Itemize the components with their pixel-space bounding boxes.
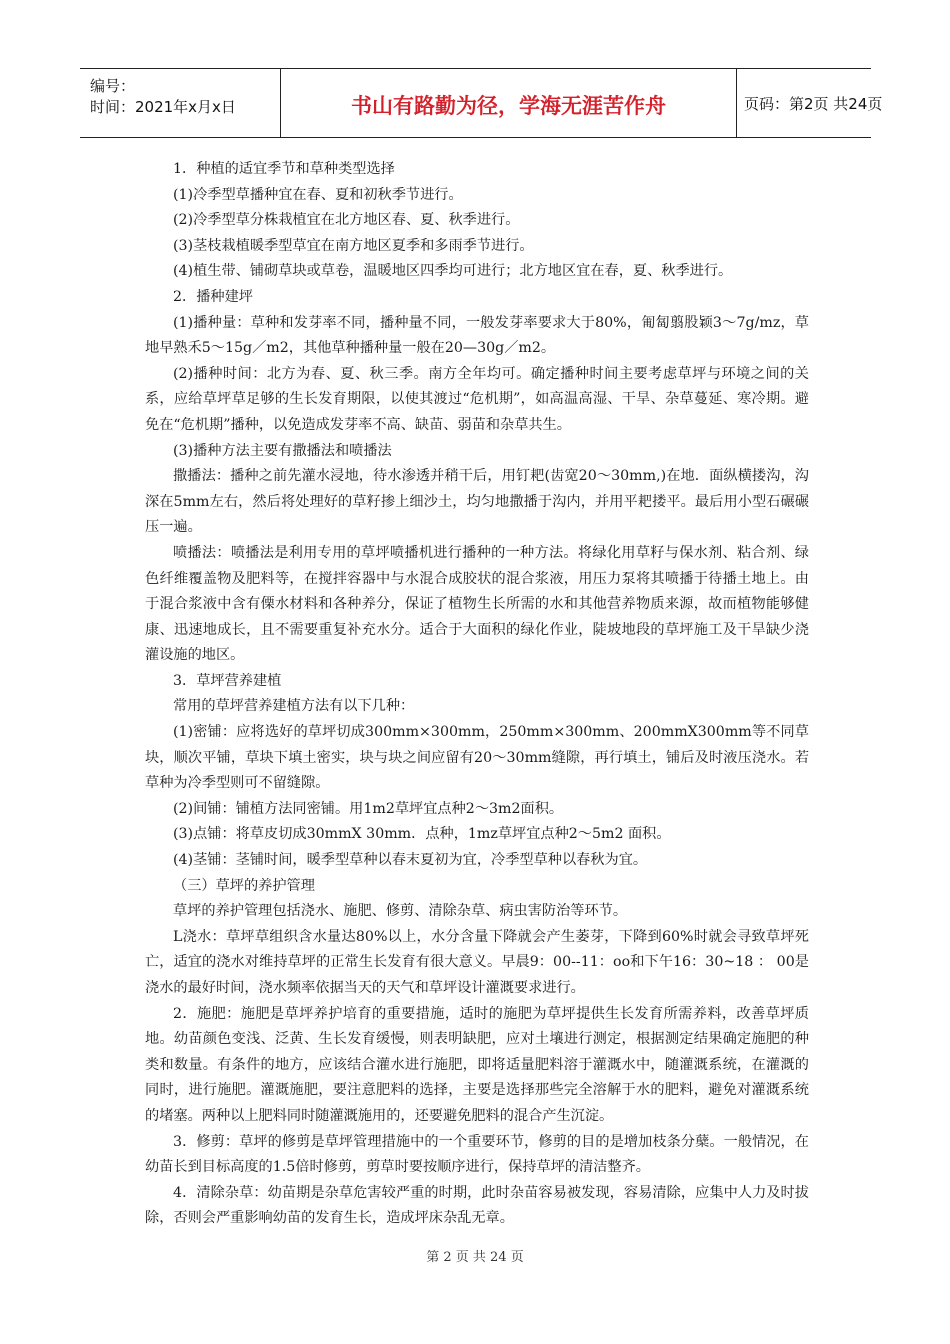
paragraph: 3．草坪营养建植 <box>173 672 282 689</box>
page-info: 页码：第2页 共24页 <box>744 95 883 113</box>
motto: 书山有路勤为径，学海无涯苦作舟 <box>351 94 666 118</box>
page-footer: 第 2 页 共 24 页 <box>426 1250 524 1265</box>
header-motto-cell <box>280 69 737 137</box>
paragraph: （三）草坪的养护管理 <box>173 877 315 894</box>
paragraph: (3)点铺：将草皮切成30mmX 30mm．点种，1mz草坪宜点种2～5m2 面积。 <box>173 826 671 843</box>
document-date: 时间：2021年x月x日 <box>90 98 236 116</box>
paragraph: (1)播种量：草种和发芽率不同，播种量不同，一般发芽率要求大于80%，匍匐翦股颖3～7g/mz，草地早熟禾5～15g／m2，其他草种播种量一般在20—30g／m2。 <box>145 314 809 357</box>
paragraph: (3)茎枝栽植暖季型草宜在南方地区夏季和多雨季节进行。 <box>173 237 534 254</box>
paragraph: (4)茎铺：茎铺时间，暖季型草种以春末夏初为宜，冷季型草种以春秋为宜。 <box>173 852 648 869</box>
paragraph: (1)密铺：应将选好的草坪切成300mm×300mm，250mm×300mm、200mmX300mm等不同草块，顺次平铺，草块下填土密实，块与块之间应留有20～30mm缝隙，再行填土，铺后及时液压浇水。若草种为冷季型则可不留缝隙。 <box>145 724 810 792</box>
document-number: 编号： <box>90 77 136 95</box>
paragraph: 2．播种建坪 <box>173 288 253 305</box>
header-meta-cell <box>80 69 280 137</box>
paragraph: (2)间铺：铺植方法同密铺。用1m2草坪宜点种2～3m2面积。 <box>173 800 564 817</box>
paragraph: (1)冷季型草播种宜在春、夏和初秋季节进行。 <box>173 186 463 203</box>
paragraph: (2)播种时间：北方为春、夏、秋三季。南方全年均可。确定播种时间主要考虑草坪与环境之间的关系，应给草坪草足够的生长发育期限，以使其渡过“危机期”，如高温高湿、干旱、杂草蔓延、寒冷期。避免在“危机期”播种，以免造成发芽率不高、缺苗、弱苗和杂草共生。 <box>145 365 809 433</box>
paragraph: (3)播种方法主要有撒播法和喷播法 <box>173 442 392 459</box>
paragraph: 4．清除杂草：幼苗期是杂草危害较严重的时期，此时杂苗容易被发现，容易清除，应集中人力及时拔除，否则会严重影响幼苗的发育生长，造成坪床杂乱无章。 <box>145 1184 809 1227</box>
paragraph: 3．修剪：草坪的修剪是草坪管理措施中的一个重要环节，修剪的目的是增加枝条分蘖。一般情况，在幼苗长到目标高度的1.5倍时修剪，剪草时要按顺序进行，保持草坪的清洁整齐。 <box>145 1133 809 1176</box>
paragraph: 1．种植的适宜季节和草种类型选择 <box>173 161 395 177</box>
header-page-cell <box>736 69 883 137</box>
paragraph: 喷播法：喷播法是利用专用的草坪喷播机进行播种的一种方法。将绿化用草籽与保水剂、粘合剂、绿色纤维覆盖物及肥料等，在搅拌容器中与水混合成胶状的混合浆液，用压力泵将其喷播于待播土地上。由于混合浆液中含有傈水材料和各种养分，保证了植物生长所需的水和其他营养物质来源，故而植物能够健康、迅速地成长，且不需要重复补充水分。适合于大面积的绿化作业，陡坡地段的草坪施工及干旱缺少浇灌设施的地区。 <box>145 544 809 664</box>
paragraph: (4)植生带、铺砌草块或草卷，温暖地区四季均可进行；北方地区宜在春，夏、秋季进行。 <box>173 263 733 280</box>
paragraph: 2．施肥：施肥是草坪养护培育的重要措施，适时的施肥为草坪提供生长发育所需养料，改善草坪质地。幼苗颜色变浅、泛黄、生长发育缓慢，则表明缺肥，应对土壤进行测定，根据测定结果确定施肥的种类和数量。有条件的地方，应该结合灌水进行施肥，即将适量肥料溶于灌溉水中，随灌溉系统，在灌溉的同时，进行施肥。灌溉施肥，要注意肥料的选择，主要是选择那些完全溶解于水的肥料，避免对灌溉系统的堵塞。两种以上肥料同时随灌溉施用的，还要避免肥料的混合产生沉淀。 <box>145 1005 809 1124</box>
document-body <box>145 157 809 1232</box>
paragraph: 常用的草坪营养建植方法有以下几种： <box>173 698 415 715</box>
page-header <box>80 68 883 138</box>
paragraph: L浇水：草坪草组织含水量达80%以上，水分含量下降就会产生萎芽，下降到60%时就会寻致草坪死亡，适宜的浇水对维持草坪的正常生长发育有很大意义。早晨9：00--11：oo和下午16：30~18 ： 00是浇水的最好时间，浇水频率依据当天的天气和草坪设计灌溉要求进行。 <box>145 928 809 996</box>
paragraph: 草坪的养护管理包括浇水、施肥、修剪、清除杂草、病虫害防治等环节。 <box>173 903 628 920</box>
paragraph: 撒播法：播种之前先灌水浸地，待水渗透并稍干后，用钉耙(齿宽20～30mm,)在地．面纵横搂沟，沟深在5mm左右，然后将处理好的草籽掺上细沙土，均匀地撒播于沟内，并用平耙搂平。最后用小型石碾碾压一遍。 <box>145 468 809 536</box>
paragraph: (2)冷季型草分株栽植宜在北方地区春、夏、秋季进行。 <box>173 212 520 229</box>
